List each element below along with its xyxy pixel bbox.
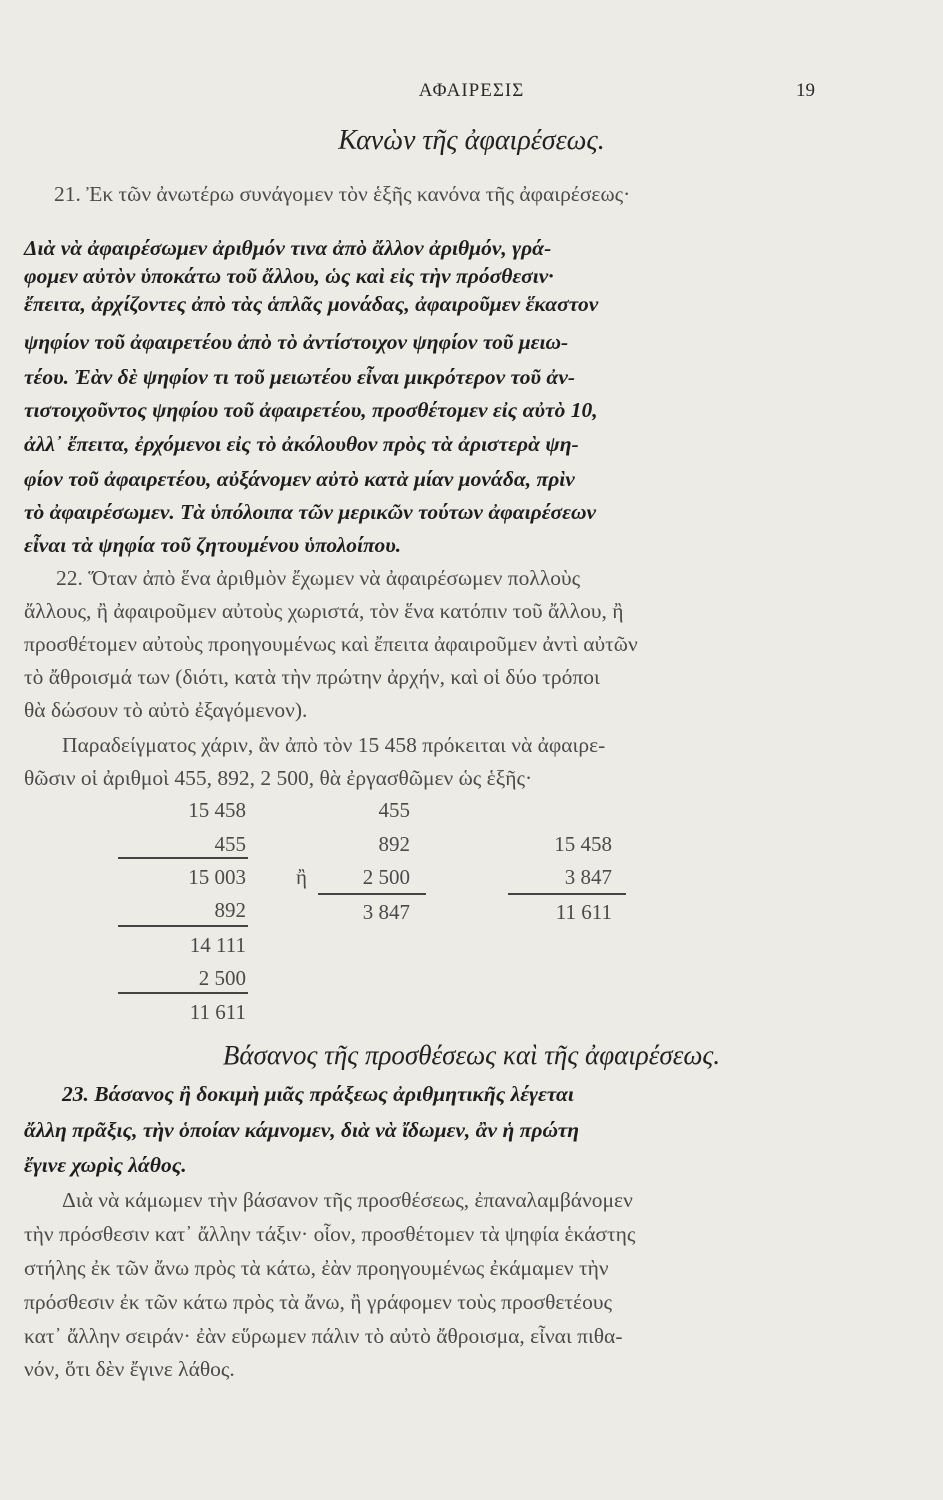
text-line: Παραδείγματος χάριν, ἂν ἀπὸ τὸν 15 458 πρόκειται νὰ ἀφαιρε- <box>62 733 606 757</box>
sum-rule <box>118 857 248 859</box>
example-number: 3 847 <box>564 865 612 889</box>
text-line: προσθέτομεν αὐτοὺς προηγουμένως καὶ ἔπειτα ἀφαιροῦμεν ἀντὶ αὐτῶν <box>24 632 638 656</box>
example-number: 455 <box>214 832 246 856</box>
text-line: στήλης ἐκ τῶν ἄνω πρὸς τὰ κάτω, ἐὰν προηγουμένως ἐκάμαμεν τὴν <box>24 1256 609 1280</box>
example-number: 2 500 <box>362 865 410 889</box>
example-number: 2 500 <box>198 966 246 990</box>
text-line: πρόσθεσιν ἐκ τῶν κάτω πρὸς τὰ ἄνω, ἢ γράφομεν τοὺς προσθετέους <box>24 1290 612 1314</box>
section-heading-rule: Κανὼν τῆς ἀφαιρέσεως. <box>338 125 605 156</box>
text-line: φομεν αὐτὸν ὑποκάτω τοῦ ἄλλου, ὡς καὶ εἰς τὴν πρόσθεσιν· <box>24 264 554 288</box>
text-line: ἀλλ᾽ ἔπειτα, ἐρχόμενοι εἰς τὸ ἀκόλουθον πρὸς τὰ ἀριστερὰ ψη- <box>24 432 579 456</box>
text-line: τὸ ἄθροισμά των (διότι, κατὰ τὴν πρώτην ἀρχήν, καὶ οἱ δύο τρόποι <box>24 665 600 689</box>
text-line: θὰ δώσουν τὸ αὐτὸ ἐξαγόμενον). <box>24 698 308 722</box>
example-number: 14 111 <box>189 933 246 957</box>
example-number: 3 847 <box>362 900 410 924</box>
text-line: 22. Ὅταν ἀπὸ ἕνα ἀριθμὸν ἔχωμεν νὰ ἀφαιρέσωμεν πολλοὺς <box>56 566 581 590</box>
text-line: ἔπειτα, ἀρχίζοντες ἀπὸ τὰς ἁπλᾶς μονάδας, ἀφαιροῦμεν ἕκαστον <box>24 292 599 316</box>
text-line: ψηφίον τοῦ ἀφαιρετέου ἀπὸ τὸ ἀντίστοιχον ψηφίον τοῦ μειω- <box>24 330 569 354</box>
sum-rule <box>118 992 248 994</box>
text-line: κατ᾽ ἄλλην σειράν· ἐὰν εὕρωμεν πάλιν τὸ αὐτὸ ἄθροισμα, εἶναι πιθα- <box>24 1324 623 1348</box>
example-number: 892 <box>214 898 246 922</box>
example-number: 892 <box>378 832 410 856</box>
section-heading-check: Βάσανος τῆς προσθέσεως καὶ τῆς ἀφαιρέσεως. <box>222 1040 721 1070</box>
example-number: 11 611 <box>555 900 612 924</box>
text-line: 23. Βάσανος ἢ δοκιμὴ μιᾶς πράξεως ἀριθμητικῆς λέγεται <box>62 1082 574 1106</box>
text-line: ἄλλους, ἢ ἀφαιροῦμεν αὐτοὺς χωριστά, τὸν ἕνα κατόπιν τοῦ ἄλλου, ἢ <box>24 599 624 623</box>
sum-rule <box>508 893 626 895</box>
text-line: ἄλλη πρᾶξις, τὴν ὁποίαν κάμνομεν, διὰ νὰ ἴδωμεν, ἂν ἡ πρώτη <box>24 1118 580 1142</box>
text-line: τὴν πρόσθεσιν κατ᾽ ἄλλην τάξιν· οἷον, προσθέτομεν τὰ ψηφία ἑκάστης <box>24 1222 636 1246</box>
example-number: 15 003 <box>188 865 246 889</box>
text-line: ἔγινε χωρὶς λάθος. <box>24 1153 187 1177</box>
text-line: θῶσιν οἱ ἀριθμοὶ 455, 892, 2 500, θὰ ἐργασθῶμεν ὡς ἑξῆς· <box>24 766 533 790</box>
running-title: ΑΦΑΙΡΕΣΙΣ <box>418 80 525 101</box>
or-word: ἢ <box>296 865 307 889</box>
sum-rule <box>318 893 426 895</box>
text-line: Διὰ νὰ κάμωμεν τὴν βάσανον τῆς προσθέσεως, ἐπαναλαμβάνομεν <box>62 1188 633 1212</box>
example-number: 11 611 <box>189 1000 246 1024</box>
page-number: 19 <box>796 80 815 101</box>
example-number: 15 458 <box>188 798 246 822</box>
example-number: 455 <box>378 798 410 822</box>
text-line: φίον τοῦ ἀφαιρετέου, αὐξάνομεν αὐτὸ κατὰ μίαν μονάδα, πρὶν <box>24 467 575 491</box>
text-line: τέου. Ἐὰν δὲ ψηφίον τι τοῦ μειωτέου εἶναι μικρότερον τοῦ ἀν- <box>24 365 576 389</box>
sum-rule <box>118 925 248 927</box>
text-line: εἶναι τὰ ψηφία τοῦ ζητουμένου ὑπολοίπου. <box>24 533 402 557</box>
example-number: 15 458 <box>554 832 612 856</box>
text-line: τὸ ἀφαιρέσωμεν. Τὰ ὑπόλοιπα τῶν μερικῶν τούτων ἀφαιρέσεων <box>24 500 597 524</box>
text-line: Διὰ νὰ ἀφαιρέσωμεν ἀριθμόν τινα ἀπὸ ἄλλον ἀριθμόν, γρά- <box>24 236 552 260</box>
text-line: νόν, ὅτι δὲν ἔγινε λάθος. <box>24 1357 235 1381</box>
text-line: τιστοιχοῦντος ψηφίου τοῦ ἀφαιρετέου, προσθέτομεν εἰς αὐτὸ 10, <box>24 398 598 422</box>
text-line: 21. Ἐκ τῶν ἀνωτέρω συνάγομεν τὸν ἑξῆς κανόνα τῆς ἀφαιρέσεως· <box>54 182 631 206</box>
